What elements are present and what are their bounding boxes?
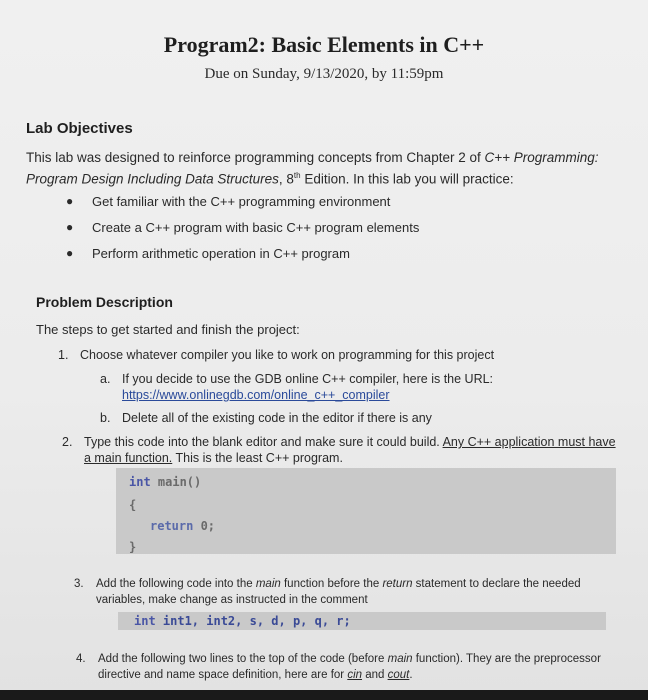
bullet-dot-icon: ●: [66, 194, 74, 208]
due-date: Due on Sunday, 9/13/2020, by 11:59pm: [204, 66, 444, 82]
code-line: return 0;: [150, 519, 216, 533]
code-line: int int1, int2, s, d, p, q, r;: [134, 614, 351, 628]
code-block-main: [116, 468, 616, 554]
code-line: {: [129, 498, 137, 512]
main-function-note: Any C++ application must have a main function.: [84, 435, 616, 465]
code-block-variables: [118, 612, 606, 630]
screen-bezel: [0, 690, 648, 700]
book-title: C++ Programming: Program Design Including Data Structures: [26, 150, 599, 187]
problem-heading: Problem Description: [36, 294, 173, 310]
page-title: Program2: Basic Elements in C++: [163, 32, 485, 57]
document-page: Program2: Basic Elements in C++ Due on Sunday, 9/13/2020, by 11:59pm Lab Objectives This lab was designed to reinforce programming concepts from Chapter 2 of C++ Programming: Program Design Including Data Structures, 8th Edition. In this lab you will practice: ● Get familiar with the C++ programming environment ● Create a C++ program with basic C++ program elements ● Perform arithmetic operation in C++ program Problem Description The steps to get started and finish the project: 1. Choose whatever compiler you like to work on programming for this project a. If you decide to use the GDB online C++ compiler, here is the URL: https://www.onlinegdb.com/online_c++_compiler b. Delete all of the existing code in the editor if there is any 2. Type this code into the blank editor and make sure it could build. Any C++ application must have a main function. This is the least C++ program. int main() { return 0; } 3. Add the following code into the main function before the return statement to declare the needed variables, make change as instructed in the comment int int1, int2, s, d, p, q, r; 4. Add the following two lines to the top of the code (before main function). They are the preprocessor directive and name space definition, here are for cin and cout.: [0, 0, 648, 700]
objectives-intro: This lab was designed to reinforce programming concepts from Chapter 2 of C++ Programming: Program Design Including Data Structures, 8th Edition. In this lab you will practice:: [26, 150, 599, 187]
code-line: int main(): [129, 475, 202, 489]
bullet-dot-icon: ●: [66, 220, 74, 234]
problem-intro: The steps to get started and finish the project:: [36, 322, 300, 337]
objectives-heading: Lab Objectives: [26, 120, 133, 137]
compiler-link[interactable]: https://www.onlinegdb.com/online_c++_compiler: [122, 388, 390, 402]
code-line: }: [129, 540, 137, 554]
bullet-dot-icon: ●: [66, 246, 74, 260]
